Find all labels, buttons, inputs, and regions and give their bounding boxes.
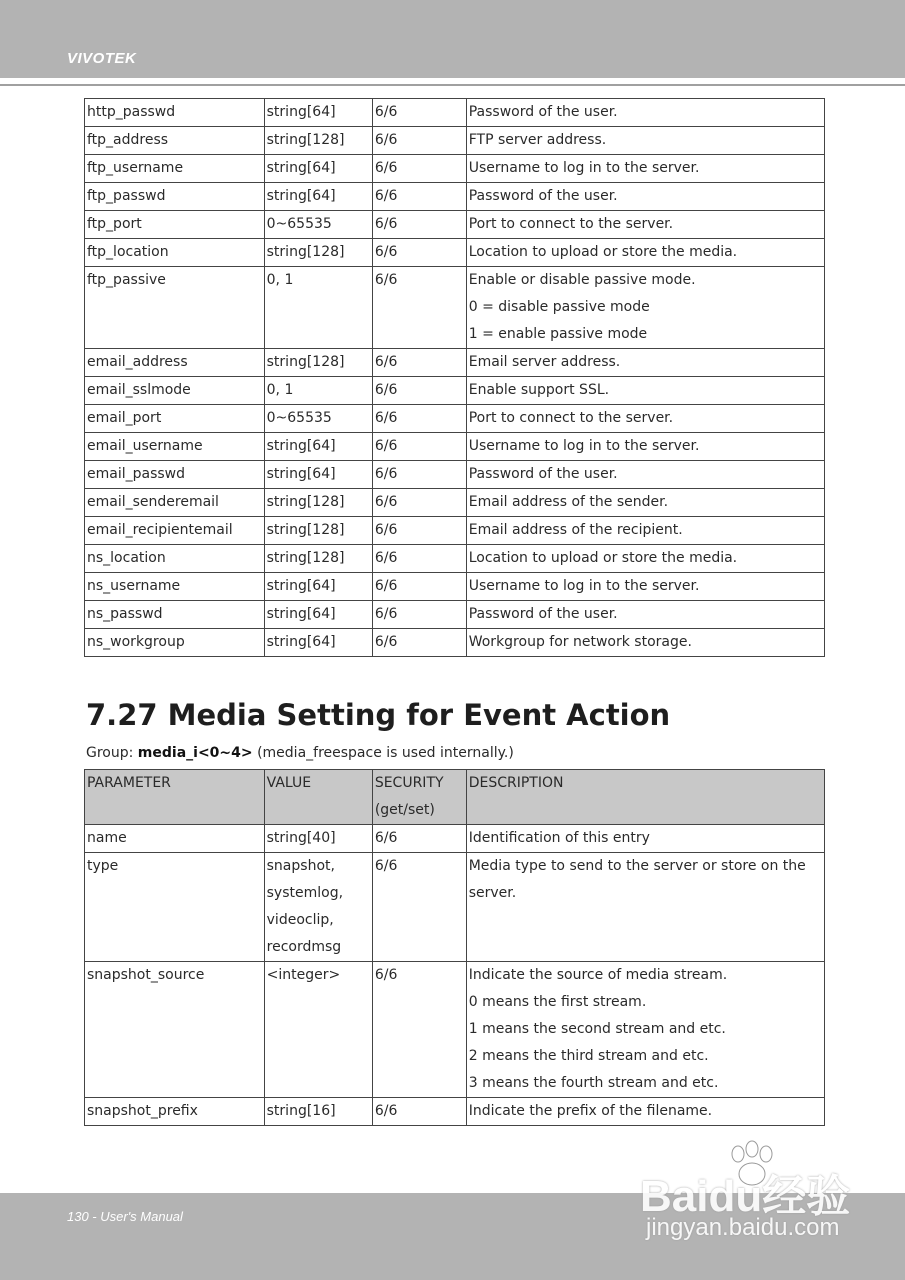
description-cell: Username to log in to the server. — [466, 155, 824, 183]
value-cell: 0~65535 — [264, 405, 372, 433]
table-row — [85, 155, 825, 183]
security-cell: 6/6 — [372, 1098, 466, 1126]
table-row — [85, 489, 825, 517]
table-row — [85, 267, 825, 349]
value-cell: string[128] — [264, 127, 372, 155]
header-divider — [0, 84, 905, 86]
group-name: media_i<0~4> — [137, 745, 253, 761]
param-cell: email_senderemail — [85, 489, 265, 517]
page-number-label: 130 - User's Manual — [67, 1209, 183, 1224]
security-cell: 6/6 — [372, 853, 466, 962]
security-cell: 6/6 — [372, 211, 466, 239]
param-cell: ns_location — [85, 545, 265, 573]
description-cell: Username to log in to the server. — [466, 573, 824, 601]
value-cell: snapshot, systemlog, videoclip, recordmsg — [264, 853, 372, 962]
security-cell: 6/6 — [372, 155, 466, 183]
description-cell: Port to connect to the server. — [466, 211, 824, 239]
description-cell: Password of the user. — [466, 461, 824, 489]
param-cell: email_passwd — [85, 461, 265, 489]
security-cell: 6/6 — [372, 239, 466, 267]
security-cell: 6/6 — [372, 489, 466, 517]
value-cell: string[128] — [264, 489, 372, 517]
table-row — [85, 629, 825, 657]
description-cell: Enable or disable passive mode. 0 = disable passive mode 1 = enable passive mode — [466, 267, 824, 349]
value-cell: <integer> — [264, 962, 372, 1098]
table-row — [85, 127, 825, 155]
security-cell: 6/6 — [372, 377, 466, 405]
header-description: DESCRIPTION — [466, 770, 824, 825]
value-cell: string[64] — [264, 433, 372, 461]
media-parameter-table — [84, 769, 825, 1126]
table-row — [85, 962, 825, 1098]
param-cell: email_username — [85, 433, 265, 461]
value-cell: string[64] — [264, 601, 372, 629]
param-cell: http_passwd — [85, 99, 265, 127]
param-cell: email_sslmode — [85, 377, 265, 405]
value-cell: string[64] — [264, 573, 372, 601]
table-row — [85, 239, 825, 267]
table-row — [85, 1098, 825, 1126]
description-cell: Indicate the source of media stream. 0 means the first stream. 1 means the second stream and etc. 2 means the third stream and etc. 3 means the fourth stream and etc. — [466, 962, 824, 1098]
value-cell: string[64] — [264, 183, 372, 211]
value-cell: string[128] — [264, 545, 372, 573]
table-row — [85, 433, 825, 461]
table-row — [85, 461, 825, 489]
description-cell: Username to log in to the server. — [466, 433, 824, 461]
description-cell: Password of the user. — [466, 601, 824, 629]
param-cell: email_recipientemail — [85, 517, 265, 545]
section-title: 7.27 Media Setting for Event Action — [86, 698, 671, 732]
param-cell: email_port — [85, 405, 265, 433]
security-cell: 6/6 — [372, 349, 466, 377]
description-cell: FTP server address. — [466, 127, 824, 155]
brand-logo-text: VIVOTEK — [67, 50, 137, 67]
header-value: VALUE — [264, 770, 372, 825]
value-cell: string[128] — [264, 349, 372, 377]
baidu-watermark — [640, 1140, 860, 1250]
parameter-table-continued — [84, 98, 825, 657]
param-cell: ns_passwd — [85, 601, 265, 629]
param-cell: type — [85, 853, 265, 962]
table-row — [85, 853, 825, 962]
value-cell: 0~65535 — [264, 211, 372, 239]
watermark-url: jingyan.baidu.com — [646, 1214, 840, 1241]
security-cell: 6/6 — [372, 545, 466, 573]
param-cell: ftp_passwd — [85, 183, 265, 211]
param-cell: ns_username — [85, 573, 265, 601]
security-cell: 6/6 — [372, 461, 466, 489]
param-cell: ftp_address — [85, 127, 265, 155]
security-cell: 6/6 — [372, 962, 466, 1098]
description-cell: Identification of this entry — [466, 825, 824, 853]
param-cell: ftp_location — [85, 239, 265, 267]
table-row — [85, 601, 825, 629]
table-row — [85, 405, 825, 433]
param-cell: ftp_port — [85, 211, 265, 239]
description-cell: Location to upload or store the media. — [466, 545, 824, 573]
watermark-logo-text: Baidu经验 — [640, 1172, 851, 1221]
header-security: SECURITY (get/set) — [372, 770, 466, 825]
security-cell: 6/6 — [372, 99, 466, 127]
description-cell: Workgroup for network storage. — [466, 629, 824, 657]
value-cell: string[16] — [264, 1098, 372, 1126]
param-cell: email_address — [85, 349, 265, 377]
description-cell: Password of the user. — [466, 99, 824, 127]
param-cell: ftp_passive — [85, 267, 265, 349]
security-cell: 6/6 — [372, 183, 466, 211]
security-cell: 6/6 — [372, 433, 466, 461]
table-row — [85, 349, 825, 377]
table-row — [85, 573, 825, 601]
value-cell: string[64] — [264, 155, 372, 183]
param-cell: name — [85, 825, 265, 853]
param-cell: ns_workgroup — [85, 629, 265, 657]
description-cell: Password of the user. — [466, 183, 824, 211]
param-cell: snapshot_prefix — [85, 1098, 265, 1126]
description-cell: Port to connect to the server. — [466, 405, 824, 433]
table-row — [85, 183, 825, 211]
security-cell: 6/6 — [372, 405, 466, 433]
group-note: (media_freespace is used internally.) — [252, 745, 514, 761]
table-row — [85, 825, 825, 853]
security-cell: 6/6 — [372, 825, 466, 853]
table-header-row — [85, 770, 825, 825]
security-cell: 6/6 — [372, 601, 466, 629]
group-prefix: Group: — [86, 745, 138, 761]
description-cell: Indicate the prefix of the filename. — [466, 1098, 824, 1126]
security-cell: 6/6 — [372, 127, 466, 155]
param-cell: snapshot_source — [85, 962, 265, 1098]
security-cell: 6/6 — [372, 629, 466, 657]
description-cell: Media type to send to the server or store on the server. — [466, 853, 824, 962]
param-cell: ftp_username — [85, 155, 265, 183]
header-parameter: PARAMETER — [85, 770, 265, 825]
description-cell: Email address of the recipient. — [466, 517, 824, 545]
security-cell: 6/6 — [372, 517, 466, 545]
table-row — [85, 99, 825, 127]
description-cell: Email server address. — [466, 349, 824, 377]
value-cell: string[128] — [264, 517, 372, 545]
table-row — [85, 377, 825, 405]
value-cell: string[64] — [264, 99, 372, 127]
page-header-band — [0, 0, 905, 78]
description-cell: Email address of the sender. — [466, 489, 824, 517]
security-cell: 6/6 — [372, 573, 466, 601]
description-cell: Enable support SSL. — [466, 377, 824, 405]
table-row — [85, 545, 825, 573]
value-cell: 0, 1 — [264, 267, 372, 349]
value-cell: string[128] — [264, 239, 372, 267]
value-cell: 0, 1 — [264, 377, 372, 405]
value-cell: string[64] — [264, 629, 372, 657]
table-row — [85, 211, 825, 239]
description-cell: Location to upload or store the media. — [466, 239, 824, 267]
security-cell: 6/6 — [372, 267, 466, 349]
value-cell: string[40] — [264, 825, 372, 853]
value-cell: string[64] — [264, 461, 372, 489]
group-line — [86, 745, 514, 761]
table-row — [85, 517, 825, 545]
